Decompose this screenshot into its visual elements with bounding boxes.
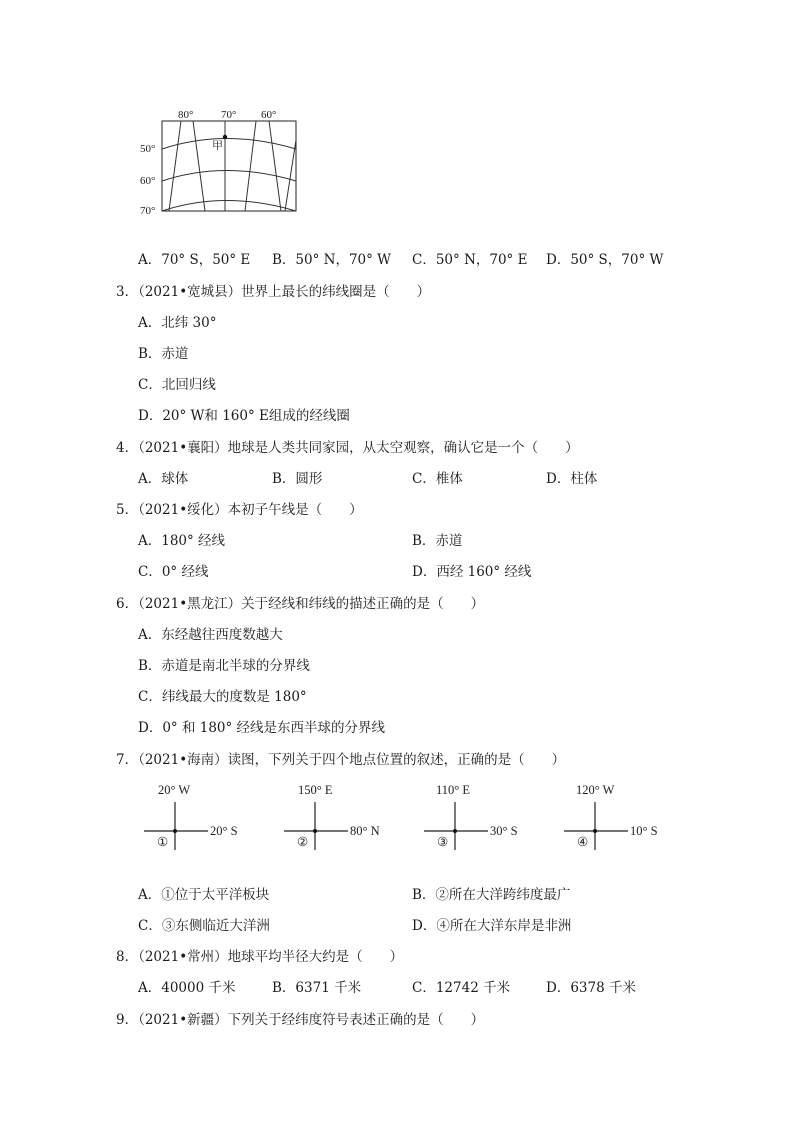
- option-text: 0° 和 180° 经线是东西半球的分界线: [162, 720, 386, 736]
- option-text: 椎体: [435, 471, 463, 487]
- option-text: 圆形: [295, 471, 323, 487]
- option-letter: D．: [412, 564, 437, 580]
- answer-option[interactable]: [138, 404, 350, 424]
- option-letter: A．: [138, 252, 162, 268]
- option-letter: D．: [546, 252, 571, 268]
- map-parallel-line: [162, 139, 296, 150]
- option-letter: D．: [138, 720, 163, 736]
- option-letter: B．: [412, 533, 436, 549]
- question-stem: 9．（2021•新疆）下列关于经纬度符号表述正确的是（ ）: [116, 1012, 485, 1028]
- crosshair-number: ②: [297, 835, 309, 849]
- question-stem: 4．（2021•襄阳）地球是人类共同家园，从太空观察，确认它是一个（ ）: [116, 440, 579, 456]
- option-letter: D．: [138, 408, 163, 424]
- option-text: 50° N，70° W: [295, 252, 392, 268]
- crosshair-figure: [560, 780, 665, 852]
- crosshair-right-label: 10° S: [630, 824, 658, 838]
- option-letter: A．: [138, 887, 162, 903]
- crosshair-figure: [280, 780, 380, 852]
- option-letter: A．: [138, 533, 162, 549]
- q2-option[interactable]: [138, 248, 250, 268]
- question-stem: 5．（2021•绥化）本初子午线是（ ）: [116, 502, 363, 518]
- answer-option[interactable]: [138, 685, 307, 705]
- map-frame: [162, 121, 296, 211]
- option-text: 50° S，70° W: [570, 252, 664, 268]
- map-point-label: 甲: [212, 140, 223, 152]
- question-stem: 6．（2021•黑龙江）关于经线和纬线的描述正确的是（ ）: [116, 596, 485, 612]
- answer-option[interactable]: [138, 976, 236, 996]
- option-letter: B．: [138, 658, 162, 674]
- map-meridian-line: [285, 140, 296, 211]
- map-point-jia: [223, 135, 227, 139]
- option-text: 北回归线: [161, 377, 216, 393]
- answer-option[interactable]: [138, 560, 208, 580]
- crosshair-right-label: 20° S: [210, 824, 238, 838]
- option-letter: B．: [272, 471, 296, 487]
- answer-option[interactable]: [546, 976, 636, 996]
- option-text: 20° W和 160° E组成的经线圈: [162, 408, 350, 424]
- crosshair-figure: [420, 780, 520, 852]
- answer-option[interactable]: [138, 529, 225, 549]
- answer-option[interactable]: [412, 976, 510, 996]
- answer-option[interactable]: [138, 716, 385, 736]
- option-text: 赤道是南北半球的分界线: [161, 658, 310, 674]
- crosshair-figure: [140, 780, 238, 852]
- answer-option[interactable]: [138, 883, 269, 903]
- crosshair-point: [313, 829, 317, 833]
- option-text: 6371 千米: [295, 980, 362, 996]
- map-top-label: 60°: [261, 109, 277, 121]
- option-text: 东经越往西度数越大: [161, 627, 283, 643]
- option-letter: C．: [138, 564, 162, 580]
- option-text: ③东侧临近大洋洲: [161, 918, 270, 934]
- map-left-label: 70°: [140, 205, 156, 217]
- answer-option[interactable]: [138, 373, 216, 393]
- option-letter: A．: [138, 980, 162, 996]
- answer-option[interactable]: [412, 529, 462, 549]
- question-stem: 8．（2021•常州）地球平均半径大约是（ ）: [116, 949, 404, 965]
- option-text: 柱体: [570, 471, 598, 487]
- answer-option[interactable]: [138, 311, 216, 331]
- answer-option[interactable]: [412, 883, 570, 903]
- crosshair-point: [173, 829, 177, 833]
- map-meridian-line: [169, 121, 181, 211]
- map-left-label: 50°: [140, 143, 156, 155]
- answer-option[interactable]: [272, 467, 322, 487]
- answer-option[interactable]: [412, 560, 531, 580]
- crosshair-point: [453, 829, 457, 833]
- map-left-label: 60°: [140, 175, 156, 187]
- option-text: 球体: [161, 471, 189, 487]
- option-letter: A．: [138, 627, 162, 643]
- map-parallel-line: [162, 201, 296, 212]
- option-letter: D．: [412, 918, 437, 934]
- answer-option[interactable]: [412, 467, 463, 487]
- option-letter: A．: [138, 315, 162, 331]
- answer-option[interactable]: [138, 623, 283, 643]
- crosshair-top-label: 110° E: [436, 783, 471, 797]
- option-text: 180° 经线: [161, 533, 226, 549]
- option-letter: C．: [412, 471, 436, 487]
- crosshair-top-label: 20° W: [158, 783, 191, 797]
- answer-option[interactable]: [138, 914, 270, 934]
- option-text: 0° 经线: [161, 564, 209, 580]
- answer-option[interactable]: [138, 654, 310, 674]
- option-letter: D．: [546, 980, 571, 996]
- question-stem: 3．（2021•宽城县）世界上最长的纬线圈是（ ）: [116, 284, 431, 300]
- q2-option[interactable]: [546, 248, 663, 268]
- map-top-label: 70°: [221, 109, 237, 121]
- option-letter: C．: [412, 252, 436, 268]
- map-meridian-line: [245, 121, 256, 211]
- option-text: 6378 千米: [570, 980, 636, 996]
- crosshair-point: [593, 829, 597, 833]
- option-letter: B．: [272, 980, 296, 996]
- option-letter: B．: [272, 252, 296, 268]
- option-text: 纬线最大的度数是 180°: [161, 689, 307, 705]
- lat-lon-grid-map: [135, 100, 305, 225]
- option-letter: C．: [138, 689, 162, 705]
- crosshair-right-label: 80° N: [350, 824, 380, 838]
- option-text: ②所在大洋跨纬度最广: [435, 887, 571, 903]
- crosshair-top-label: 150° E: [298, 783, 333, 797]
- option-letter: B．: [138, 346, 162, 362]
- answer-option[interactable]: [138, 467, 188, 487]
- option-letter: C．: [138, 918, 162, 934]
- option-text: 西经 160° 经线: [436, 564, 532, 580]
- map-meridian-line: [269, 121, 281, 211]
- q2-option[interactable]: [412, 248, 527, 268]
- answer-option[interactable]: [412, 914, 571, 934]
- option-text: 50° N，70° E: [435, 252, 528, 268]
- map-meridian-line: [193, 121, 205, 211]
- crosshair-right-label: 30° S: [490, 824, 518, 838]
- option-text: 12742 千米: [435, 980, 511, 996]
- option-text: ①位于太平洋板块: [161, 887, 270, 903]
- crosshair-number: ③: [437, 835, 449, 849]
- option-text: 赤道: [161, 346, 189, 362]
- option-text: 70° S，50° E: [161, 252, 251, 268]
- answer-option[interactable]: [138, 342, 188, 362]
- option-text: 北纬 30°: [161, 315, 217, 331]
- answer-option[interactable]: [272, 976, 361, 996]
- option-text: 40000 千米: [161, 980, 236, 996]
- option-text: 赤道: [435, 533, 463, 549]
- question-stem: 7．（2021•海南）读图，下列关于四个地点位置的叙述，正确的是（ ）: [116, 752, 566, 768]
- option-letter: C．: [412, 980, 436, 996]
- crosshair-top-label: 120° W: [576, 783, 615, 797]
- crosshair-number: ④: [577, 835, 589, 849]
- option-letter: D．: [546, 471, 571, 487]
- crosshair-number: ①: [157, 835, 169, 849]
- answer-option[interactable]: [546, 467, 597, 487]
- option-letter: C．: [138, 377, 162, 393]
- option-letter: B．: [412, 887, 436, 903]
- q2-option[interactable]: [272, 248, 391, 268]
- option-letter: A．: [138, 471, 162, 487]
- option-text: ④所在大洋东岸是非洲: [436, 918, 572, 934]
- map-top-label: 80°: [178, 109, 194, 121]
